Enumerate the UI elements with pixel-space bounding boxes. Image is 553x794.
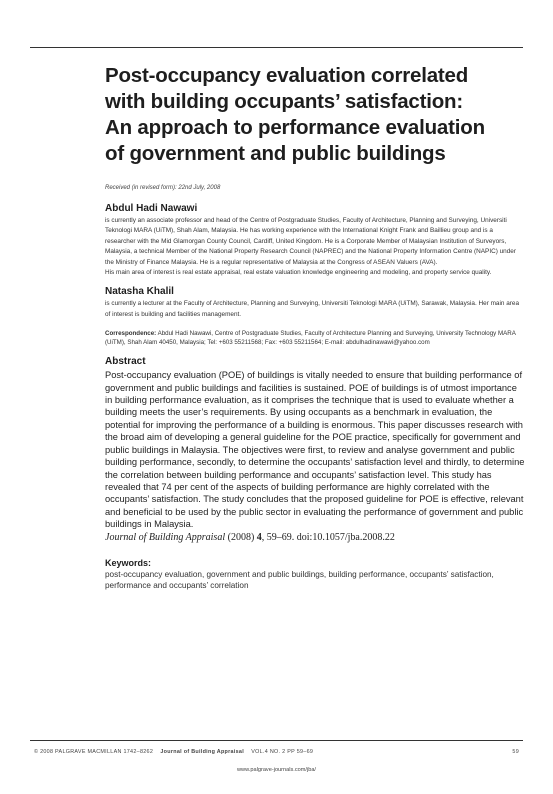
page-number: 59 xyxy=(512,749,519,755)
citation-journal: Journal of Building Appraisal xyxy=(105,531,226,543)
footer-volume: VOL.4 NO. 2 PP 59–69 xyxy=(251,749,314,755)
author-name: Abdul Hadi Nawawi xyxy=(105,203,198,214)
author-bio-text: is currently a lecturer at the Faculty of Architecture, Planning and Surveying, Universiti Teknologi MARA (UiTM), Sarawak, Malaysia. Her main area of interest is building and facilities management. xyxy=(105,300,520,318)
keywords-heading: Keywords: xyxy=(105,557,152,568)
author-name: Natasha Khalil xyxy=(105,286,174,298)
citation-volume: 4 xyxy=(256,531,262,543)
footer-copyright: © 2008 PALGRAVE MACMILLAN 1742–8262 xyxy=(34,749,154,755)
correspondence-text: Abdul Hadi Nawawi, Centre of Postgraduate Studies, Faculty of Architecture Planning and Surveying, University Technology MARA (UiTM), Shah Alam 40450, Malaysia; Tel: +603 55211568; Fax: +603 55211564; E-mail: abdulhadinawawi@yahoo.com xyxy=(105,330,516,347)
author-bio-interests: His main area of interest is real estate appraisal, real estate valuation knowledge engineering and modeling, and property service quality. xyxy=(105,269,492,277)
footer-url: www.palgrave-journals.com/jba/ xyxy=(237,767,316,773)
title-line: with building occupants’ satisfaction: xyxy=(105,90,464,113)
received-date: Received (in revised form): 22nd July, 2008 xyxy=(105,185,221,191)
author-bio xyxy=(105,299,525,320)
footer-rule xyxy=(30,740,523,741)
abstract-body xyxy=(105,369,525,543)
title-line: of government and public buildings xyxy=(105,142,446,165)
footer-journal: Journal of Building Appraisal xyxy=(160,749,245,755)
article-content xyxy=(105,63,525,592)
title-line: An approach to performance evaluation xyxy=(105,116,485,139)
citation-year: (2008) xyxy=(225,531,257,543)
citation-pages: , 59–69. doi:10.1057/jba.2008.22 xyxy=(261,531,395,543)
keywords-text: post-occupancy evaluation, government and public buildings, building performance, occupants’ satisfaction, performance and occupants’ correlation xyxy=(105,569,494,591)
author-bio-text: is currently an associate professor and head of the Centre of Postgraduate Studies, Faculty of Architecture, Planning and Surveying, Universiti Teknologi MARA (UiTM), Shah Alam, Malaysia. He has working experience with the International Knight Frank and Baillieu group and is a researcher with the Mid Glamorgan County Council, Cardiff, United Kingdom. He is a Corporate Member of Malaysian Institution of Surveyors, Malaysia, a technical Member of the National Property Research Council (NAPREC) and the National Property Information Centre (NAPIC) under the Ministry of Finance Malaysia. He is a regular representative of Malaysia at the Congress of ASEAN Valuers (AVA). xyxy=(105,217,516,266)
article-title xyxy=(105,63,525,167)
author-bio xyxy=(105,216,525,278)
header-rule xyxy=(30,47,523,48)
citation xyxy=(105,531,525,544)
footer-left xyxy=(34,749,313,755)
abstract-heading: Abstract xyxy=(105,356,146,368)
correspondence xyxy=(105,329,525,347)
title-line: Post-occupancy evaluation correlated xyxy=(105,64,469,87)
correspondence-label: Correspondence: xyxy=(105,330,157,338)
abstract-text: Post-occupancy evaluation (POE) of buildings is vitally needed to ensure that building performance of government and public buildings and facilities is sustained. POE of buildings is of utmost importance in building performance evaluation, as it comprises the technique that is used to evaluate whether a building meets the user’s requirements. By using occupants as a benchmark in evaluation, the potential for improving the performance of a building is enormous. This paper discusses research with the broad aim of developing a general guideline for the POE practice, specifically for government and public buildings in Malaysia. The objectives were first, to review and analyse government and public building performance, secondly, to determine the occupants’ satisfaction level and thirdly, to determine the correlation between building performance and occupants’ satisfaction level. This study has revealed that 74 per cent of the aspects of building performance are highly correlated with the occupants’ satisfaction. The study concludes that the proposed guideline for POE is effective, relevant and beneficial to be used by the public sector in evaluating the performance of government and public buildings in Malaysia. xyxy=(105,370,525,530)
